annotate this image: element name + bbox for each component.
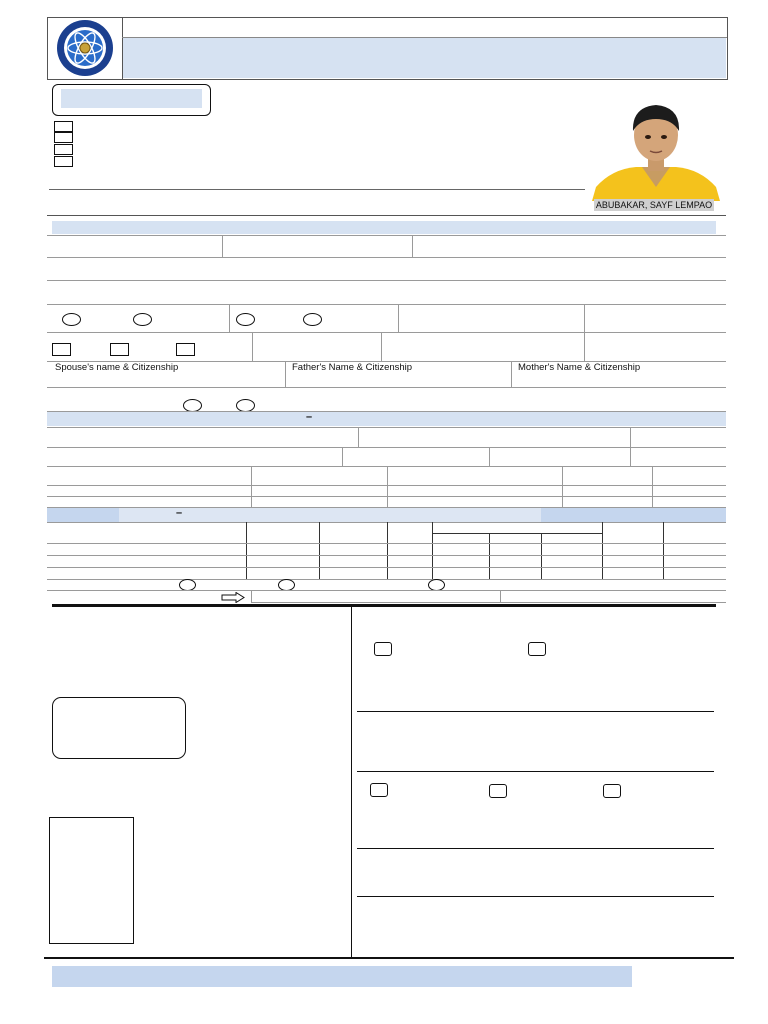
arrow-right-icon (221, 590, 245, 601)
divider (387, 466, 388, 507)
section-top-rule (47, 215, 726, 216)
rule (47, 280, 726, 281)
sex-radio-2[interactable] (133, 313, 152, 326)
right-checkbox-2[interactable] (528, 642, 546, 656)
section2-band (47, 412, 726, 426)
divider (541, 533, 542, 579)
status-radio-1[interactable] (236, 313, 255, 326)
application-type-checkbox-1[interactable] (54, 121, 73, 132)
right-checkbox-1[interactable] (374, 642, 392, 656)
divider (252, 332, 253, 361)
divider (285, 361, 286, 387)
option-checkbox-3[interactable] (176, 343, 195, 356)
divider (222, 235, 223, 257)
divider (489, 447, 490, 466)
section3-band-right (541, 508, 726, 522)
divider (251, 466, 252, 507)
rule (357, 848, 714, 849)
header-title-band (123, 38, 726, 78)
section3-dash: – (176, 507, 183, 519)
divider (398, 304, 399, 332)
status-radio-2[interactable] (303, 313, 322, 326)
rule (47, 304, 726, 305)
application-type-checkbox-2[interactable] (54, 132, 73, 143)
divider (229, 304, 230, 332)
section2-dash: – (306, 411, 313, 423)
right-checkbox-5[interactable] (603, 784, 621, 798)
divider (412, 235, 413, 257)
application-type-checkbox-3[interactable] (54, 144, 73, 155)
divider (663, 522, 664, 579)
applicant-photo (592, 97, 720, 201)
divider (387, 522, 388, 579)
rule (47, 447, 726, 448)
signature-box[interactable] (49, 817, 134, 944)
right-checkbox-4[interactable] (489, 784, 507, 798)
section3-band-mid (119, 508, 541, 522)
rule (47, 543, 726, 544)
divider (381, 332, 382, 361)
rule (432, 533, 602, 534)
option-checkbox-1[interactable] (52, 343, 71, 356)
rule (357, 711, 714, 712)
application-type-checkbox-4[interactable] (54, 156, 73, 167)
rule (47, 387, 726, 388)
bottom-center-divider (351, 607, 352, 958)
option-checkbox-2[interactable] (110, 343, 129, 356)
right-checkbox-3[interactable] (370, 783, 388, 797)
rule (47, 579, 726, 580)
photo-caption: ABUBAKAR, SAYF LEMPAO (595, 200, 713, 210)
mother-label: Mother's Name & Citizenship (518, 362, 641, 373)
footer-band (52, 966, 632, 987)
father-label: Father's Name & Citizenship (292, 362, 413, 373)
thumbmark-box[interactable] (52, 697, 186, 759)
rule (47, 235, 726, 236)
divider (342, 447, 343, 466)
section3-band-left (47, 508, 119, 522)
divider (358, 427, 359, 447)
rule (47, 496, 726, 497)
divider (511, 361, 512, 387)
application-number-field[interactable] (61, 89, 202, 108)
divider (251, 590, 252, 602)
rule (47, 590, 726, 591)
prc-logo (51, 19, 119, 77)
divider (489, 533, 490, 579)
rule (357, 896, 714, 897)
divider (319, 522, 320, 579)
divider (432, 522, 433, 579)
signature-line (49, 189, 585, 190)
rule (47, 332, 726, 333)
rule (47, 555, 726, 556)
divider (562, 466, 563, 507)
rule (251, 602, 726, 603)
divider (602, 522, 603, 579)
rule (357, 771, 714, 772)
rule (47, 427, 726, 428)
rule (47, 485, 726, 486)
personal-info-band (52, 221, 716, 234)
sex-radio-1[interactable] (62, 313, 81, 326)
bottom-top-rule (52, 604, 716, 607)
spouse-label: Spouse's name & Citizenship (55, 362, 179, 373)
divider (500, 590, 501, 602)
divider (652, 466, 653, 507)
bottom-rule (44, 957, 734, 959)
rule (47, 257, 726, 258)
divider (246, 522, 247, 579)
rule (47, 567, 726, 568)
